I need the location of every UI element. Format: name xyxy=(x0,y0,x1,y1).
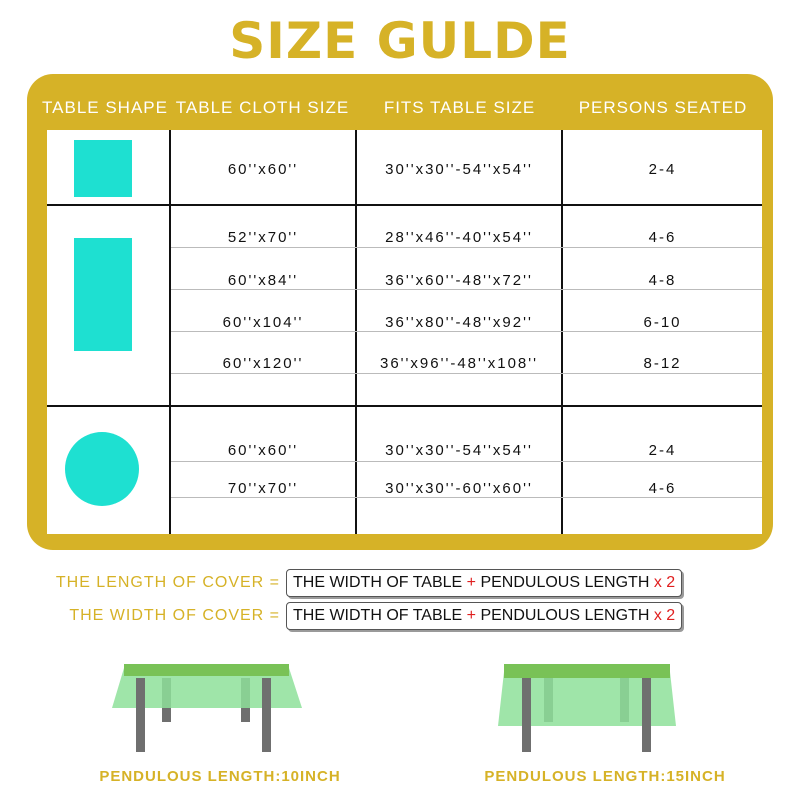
width-of-cover-label: THE WIDTH OF COVER = xyxy=(69,607,280,624)
persons-cell: 2-4 xyxy=(648,161,677,178)
formula-part-pendulous: PENDULOUS LENGTH xyxy=(480,574,650,591)
fits-size-cell: 36''x80''-48''x92'' xyxy=(385,314,533,331)
caption-15inch: PENDULOUS LENGTH:15INCH xyxy=(484,768,726,785)
circle-shape-icon xyxy=(65,432,139,506)
width-formula-box xyxy=(286,602,682,630)
persons-cell: 4-8 xyxy=(648,272,677,289)
persons-cell: 4-6 xyxy=(648,229,677,246)
cloth-size-cell: 60''x84'' xyxy=(227,272,299,289)
header-fits-table-size: FITS TABLE SIZE xyxy=(383,98,536,117)
formula-part-pendulous: PENDULOUS LENGTH xyxy=(480,607,650,624)
cloth-size-cell: 60''x60'' xyxy=(227,442,299,459)
formula-multiplier: x 2 xyxy=(653,607,676,624)
cloth-size-cell: 52''x70'' xyxy=(227,229,299,246)
fits-size-cell: 30''x30''-54''x54'' xyxy=(385,442,533,459)
fits-size-cell: 36''x60''-48''x72'' xyxy=(385,272,533,289)
fits-size-cell: 30''x30''-60''x60'' xyxy=(385,480,533,497)
header-table-cloth-size: TABLE CLOTH SIZE xyxy=(175,98,350,117)
page-title: SIZE GULDE xyxy=(229,12,571,70)
formula-plus: + xyxy=(466,574,476,591)
tablecloth-top xyxy=(124,664,289,676)
header-persons-seated: PERSONS SEATED xyxy=(578,98,748,117)
fits-size-cell: 30''x30''-54''x54'' xyxy=(385,161,533,178)
persons-cell: 2-4 xyxy=(648,442,677,459)
table-leg xyxy=(262,678,271,752)
length-of-cover-label: THE LENGTH OF COVER = xyxy=(55,574,280,591)
formula-part-width: THE WIDTH OF TABLE xyxy=(293,607,463,624)
table-leg xyxy=(522,678,531,752)
row-divider xyxy=(171,461,762,462)
persons-cell: 4-6 xyxy=(648,480,677,497)
header-table-shape: TABLE SHAPE xyxy=(42,98,168,117)
cloth-size-cell: 60''x60'' xyxy=(227,161,299,178)
table-illustration-10inch xyxy=(100,660,310,760)
formula-part-width: THE WIDTH OF TABLE xyxy=(293,574,463,591)
length-formula-box xyxy=(286,569,682,597)
caption-10inch: PENDULOUS LENGTH:10INCH xyxy=(99,768,341,785)
formula-plus: + xyxy=(466,607,476,624)
fits-size-cell: 28''x46''-40''x54'' xyxy=(385,229,533,246)
formula-multiplier: x 2 xyxy=(653,574,676,591)
section-divider xyxy=(47,405,762,407)
section-divider xyxy=(47,204,762,206)
table-leg xyxy=(136,678,145,752)
cloth-size-cell: 70''x70'' xyxy=(227,480,299,497)
cloth-size-cell: 60''x120'' xyxy=(222,355,304,372)
persons-cell: 6-10 xyxy=(643,314,682,331)
table-illustration-15inch xyxy=(490,660,700,760)
square-shape-icon xyxy=(74,140,132,197)
cloth-size-cell: 60''x104'' xyxy=(222,314,304,331)
tablecloth-top xyxy=(504,664,670,678)
table-leg xyxy=(642,678,651,752)
persons-cell: 8-12 xyxy=(643,355,682,372)
fits-size-cell: 36''x96''-48''x108'' xyxy=(380,355,538,372)
rectangle-shape-icon xyxy=(74,238,132,351)
